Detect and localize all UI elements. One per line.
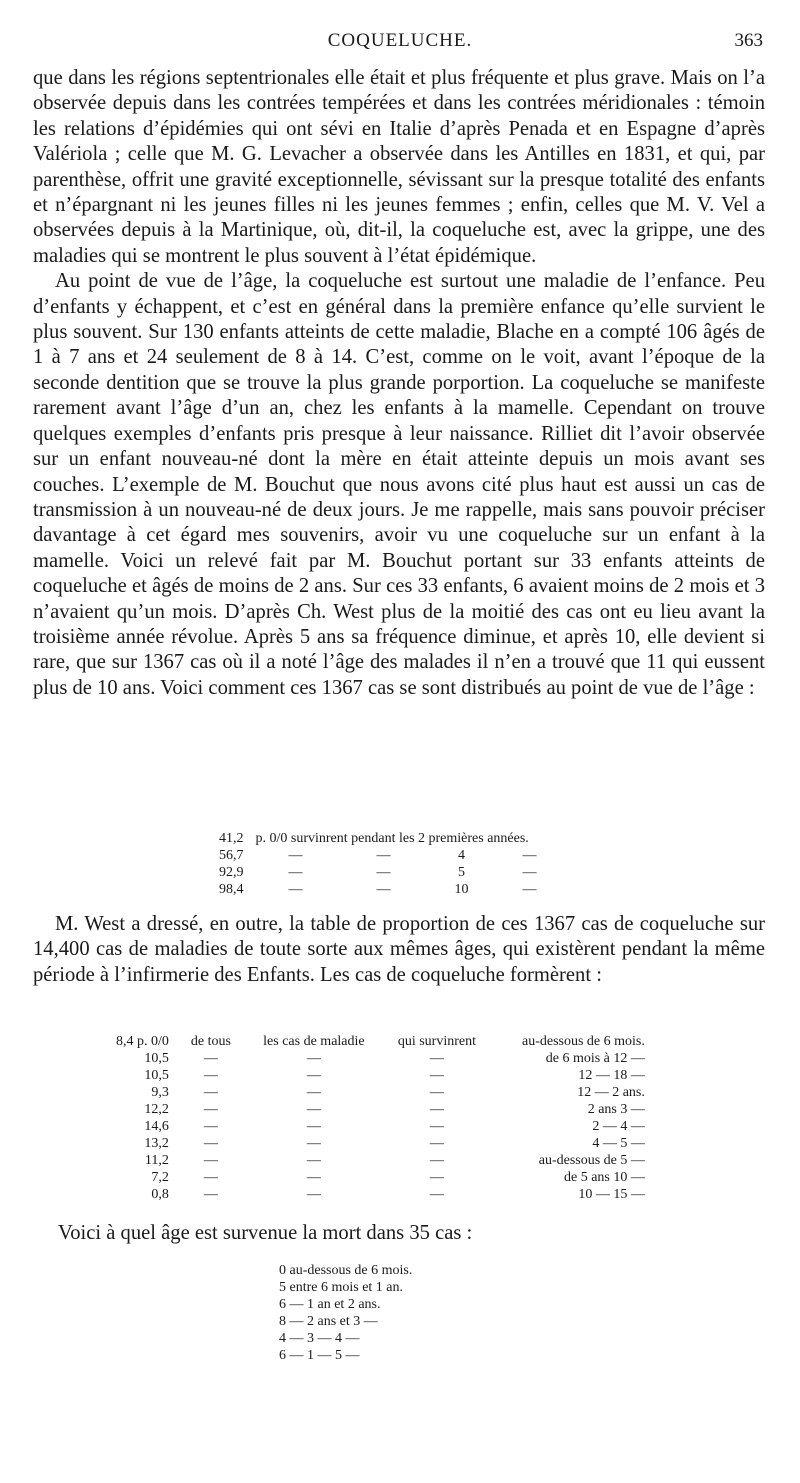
paragraph-1: que dans les régions septentrionales elle était et plus fréquente et plus grave. Mais on l’a observée depuis dans les contrées tempérées et dans les contrées méridionales : témoin les relations d’épidémies qui ont sévi en Italie d’après Penada et en Espagne d’après Valériola ; celle que M. G. Levacher a observée dans les Antilles en 1831, et qui, par parenthèse, offrit une gravité exceptionnelle, sévissant sur la presque totalité des enfants et n’épargnant ni les jeunes filles ni les jeunes femmes ; enfin, celles que M. V. Vel a observées depuis à la Martinique, où, dit-il, la coqueluche est, avec la grippe, une des maladies qui se montrent le plus souvent à l’état épidémique. (33, 67, 765, 267)
table-cell: 6 — 1 — 5 — (279, 1348, 360, 1363)
table-cell: — (203, 1187, 218, 1202)
table-row (112, 1067, 649, 1084)
table-cell: — (203, 1051, 218, 1066)
table-cell: — (306, 1068, 321, 1083)
proportion-table (112, 1033, 649, 1203)
table-row (275, 1279, 416, 1296)
table-cell: de 5 ans 10 — (564, 1170, 645, 1185)
table-cell: — (429, 1068, 444, 1083)
table-cell: — (306, 1119, 321, 1134)
table-cell: 2 — 4 — (592, 1119, 645, 1134)
table-cell: — (522, 865, 537, 880)
table-cell: — (376, 848, 391, 863)
table-cell: — (522, 882, 537, 897)
table-cell: — (288, 882, 303, 897)
table-cell: — (203, 1170, 218, 1185)
body-text (33, 66, 765, 701)
table-row (112, 1033, 649, 1050)
table-row (112, 1152, 649, 1169)
table-cell: 2 ans 3 — (587, 1102, 645, 1117)
table-cell: — (203, 1153, 218, 1168)
table-cell: — (306, 1153, 321, 1168)
table-cell: 13,2 (144, 1136, 169, 1151)
table-cell: — (429, 1187, 444, 1202)
table-cell: — (203, 1119, 218, 1134)
table-cell: 98,4 (219, 882, 244, 897)
table-row (112, 1050, 649, 1067)
table-cell: de tous (190, 1034, 231, 1049)
table-cell: — (288, 865, 303, 880)
table-cell: 8 — 2 ans et 3 — (279, 1314, 378, 1329)
paragraph-3: M. West a dressé, en outre, la table de proportion de ces 1367 cas de coqueluche sur 14,400 cas de maladies de toute sorte aux mêmes âges, qui existèrent pendant la même période à l’infirmerie des Enfants. Les cas de coqueluche formèrent : (33, 913, 765, 986)
table-cell: 11,2 (144, 1153, 169, 1168)
age-distribution-table (215, 830, 564, 898)
table-cell: — (429, 1102, 444, 1117)
table-row (112, 1118, 649, 1135)
table-row (112, 1186, 649, 1203)
table-cell: 10 (454, 882, 469, 897)
table-row (215, 881, 564, 898)
table-row (275, 1262, 416, 1279)
table-cell: 92,9 (219, 865, 244, 880)
table-row (215, 864, 564, 881)
table-row (112, 1101, 649, 1118)
running-header (0, 30, 800, 58)
table-cell: — (429, 1119, 444, 1134)
table-row (112, 1169, 649, 1186)
table-cell: au-dessous de 5 — (538, 1153, 645, 1168)
table-cell: — (429, 1051, 444, 1066)
death-age-intro: Voici à quel âge est survenue la mort dans 35 cas : (58, 1222, 473, 1244)
table-cell: 6 — 1 an et 2 ans. (279, 1297, 381, 1312)
table-row (112, 1084, 649, 1101)
table-cell: 12 — 18 — (578, 1068, 645, 1083)
table-cell: — (306, 1051, 321, 1066)
table-cell: de 6 mois à 12 — (545, 1051, 645, 1066)
table-cell: — (376, 882, 391, 897)
table-row (112, 1135, 649, 1152)
table-cell: — (288, 848, 303, 863)
table-cell: — (203, 1136, 218, 1151)
table-cell: 4 (458, 848, 465, 863)
table-cell: — (522, 848, 537, 863)
table-row (275, 1347, 416, 1364)
table-cell: 56,7 (219, 848, 244, 863)
table-cell: 14,6 (144, 1119, 169, 1134)
table-cell: 10,5 (144, 1068, 169, 1083)
table-cell: 0,8 (151, 1187, 169, 1202)
table-cell: — (203, 1102, 218, 1117)
table-cell: 9,3 (151, 1085, 169, 1100)
table-cell: 7,2 (151, 1170, 169, 1185)
table-cell: au-dessous de 6 mois. (522, 1034, 645, 1049)
paragraph-2: Au point de vue de l’âge, la coqueluche est surtout une maladie de l’enfance. Peu d’enfants y échappent, et c’est en général dans la première enfance qu’elle survient le plus souvent. Sur 130 enfants atteints de cette maladie, Blache en a compté 106 âgés de 1 à 7 ans et 24 seulement de 8 à 14. C’est, comme on le voit, avant l’époque de la seconde dentition que se trouve la plus grande porportion. La coqueluche se manifeste rarement avant l’âge d’un an, chez les enfants à la mamelle. Cependant on trouve quelques exemples d’enfants pris presque à leur naissance. Rilliet dit l’avoir observée sur un enfant nouveau-né dont la mère en était atteinte depuis un mois avant ses couches. L’exemple de M. Bouchut que nous avons cité plus haut est aussi un cas de transmission à un nouveau-né de deux jours. Je me rappelle, mais sans pouvoir préciser davantage à cet égard mes souvenirs, avoir vu une coqueluche sur un enfant à la mamelle. Voici un relevé fait par M. Bouchut portant sur 33 enfants atteints de coqueluche et âgés de moins de 2 ans. Sur ces 33 enfants, 6 avaient moins de 2 mois et 3 n’avaient qu’un mois. D’après Ch. West plus de la moitié des cas ont eu lieu avant la troisième année révolue. Après 5 ans sa fréquence diminue, et après 10, elle devient si rare, que sur 1367 cas où il a noté l’âge des malades il n’en a trouvé que 11 qui eussent plus de 10 ans. Voici comment ces 1367 cas se sont distribués au point de vue de l’âge : (33, 270, 765, 699)
table-cell: 8,4 p. 0/0 (116, 1034, 169, 1049)
table-cell: — (306, 1187, 321, 1202)
table-cell: — (306, 1085, 321, 1100)
table-cell: 10,5 (144, 1051, 169, 1066)
table-cell: 5 entre 6 mois et 1 an. (279, 1280, 404, 1295)
table-cell: 12 — 2 ans. (577, 1085, 645, 1100)
table-cell: — (429, 1085, 444, 1100)
running-title: COQUELUCHE. (327, 30, 473, 51)
death-age-table (275, 1262, 416, 1364)
table-row (275, 1313, 416, 1330)
table-cell: — (203, 1068, 218, 1083)
table-cell: qui survinrent (397, 1034, 476, 1049)
table-cell: — (306, 1102, 321, 1117)
table-row (215, 847, 564, 864)
table-cell: — (203, 1085, 218, 1100)
table-cell: 12,2 (144, 1102, 169, 1117)
table-cell: — (306, 1136, 321, 1151)
table-cell: 0 au-dessous de 6 mois. (279, 1263, 413, 1278)
table-cell: 10 — 15 — (578, 1187, 645, 1202)
table-cell: 5 (458, 865, 465, 880)
body-text-2 (33, 912, 765, 988)
table-row (275, 1330, 416, 1347)
table-cell: p. 0/0 survinrent pendant les 2 premières années. (255, 831, 529, 846)
table-cell: — (429, 1153, 444, 1168)
table-row (275, 1296, 416, 1313)
table-cell: les cas de maladie (263, 1034, 365, 1049)
table-cell: — (429, 1170, 444, 1185)
table-cell: — (429, 1136, 444, 1151)
table-row (215, 830, 564, 847)
page-number: 363 (734, 30, 763, 51)
table-cell: 41,2 (219, 831, 244, 846)
table-cell: — (376, 865, 391, 880)
table-cell: 4 — 3 — 4 — (279, 1331, 360, 1346)
table-cell: 4 — 5 — (592, 1136, 645, 1151)
table-cell: — (306, 1170, 321, 1185)
